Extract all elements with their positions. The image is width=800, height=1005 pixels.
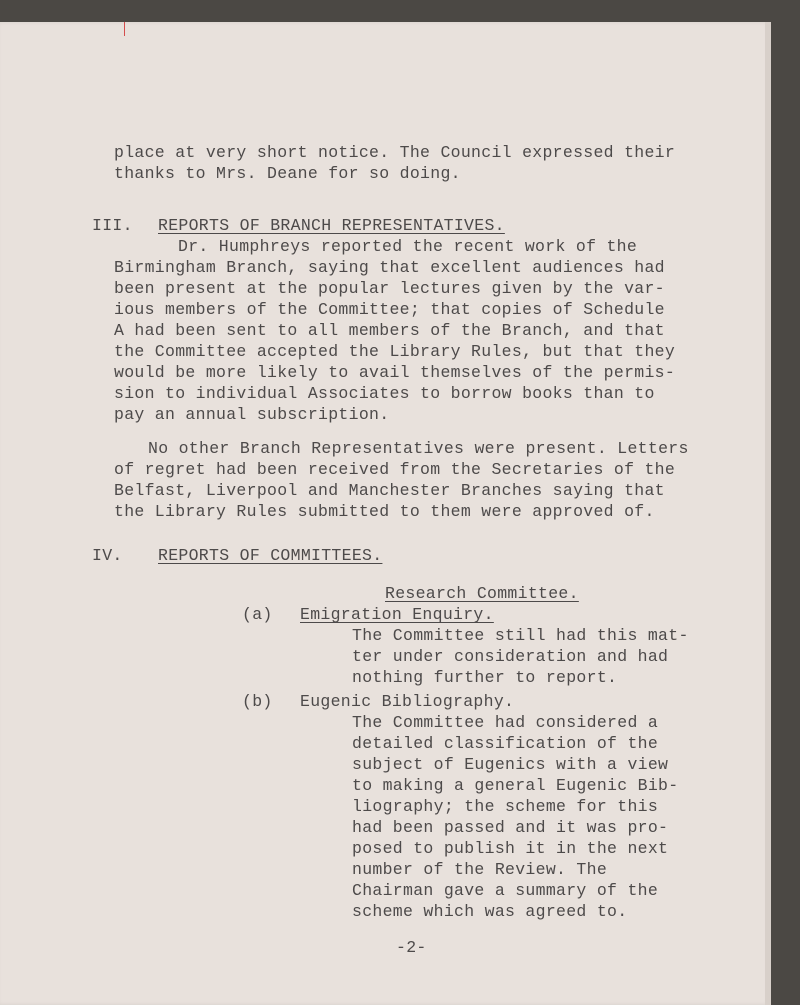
page-edge xyxy=(765,22,771,1005)
section-iii-p1-line: ious members of the Committee; that copies of Schedule xyxy=(114,300,665,319)
item-b-body-line: Chairman gave a summary of the xyxy=(352,881,659,900)
item-b-label: (b) xyxy=(242,692,273,711)
section-iii-p2-line: the Library Rules submitted to them were approved of. xyxy=(114,502,655,521)
item-b-body-line: subject of Eugenics with a view xyxy=(352,755,669,774)
section-iii-p2-line: Belfast, Liverpool and Manchester Branches saying that xyxy=(114,481,665,500)
item-b-body-line: to making a general Eugenic Bib- xyxy=(352,776,679,795)
section-iii-p2-line: No other Branch Representatives were present. Letters xyxy=(148,439,689,458)
section-iii-p1-line: A had been sent to all members of the Branch, and that xyxy=(114,321,665,340)
opening-line-2: thanks to Mrs. Deane for so doing. xyxy=(114,164,461,183)
margin-rule xyxy=(124,22,125,36)
item-a-body-line: ter under consideration and had xyxy=(352,647,669,666)
item-a-title: Emigration Enquiry. xyxy=(300,605,494,624)
section-iii-numeral: III. xyxy=(92,216,133,235)
page-number: -2- xyxy=(396,938,427,957)
item-b-body-line: The Committee had considered a xyxy=(352,713,659,732)
section-iii-p1-line: Birmingham Branch, saying that excellent audiences had xyxy=(114,258,665,277)
item-b-body-line: number of the Review. The xyxy=(352,860,608,879)
section-iv-numeral: IV. xyxy=(92,546,123,565)
opening-line-1: place at very short notice. The Council expressed their xyxy=(114,143,676,162)
research-committee-subheading: Research Committee. xyxy=(385,584,579,603)
item-b-body-line: posed to publish it in the next xyxy=(352,839,669,858)
section-iii-p1-line: pay an annual subscription. xyxy=(114,405,390,424)
item-b-body-line: liography; the scheme for this xyxy=(352,797,659,816)
item-b-body-line: had been passed and it was pro- xyxy=(352,818,669,837)
item-a-body-line: The Committee still had this mat- xyxy=(352,626,689,645)
section-iii-heading: REPORTS OF BRANCH REPRESENTATIVES. xyxy=(158,216,505,235)
section-iii-p1-line: Dr. Humphreys reported the recent work of the xyxy=(178,237,638,256)
item-a-label: (a) xyxy=(242,605,273,624)
section-iii-p2-line: of regret had been received from the Secretaries of the xyxy=(114,460,676,479)
section-iii-p1-line: the Committee accepted the Library Rules, but that they xyxy=(114,342,676,361)
section-iv-heading: REPORTS OF COMMITTEES. xyxy=(158,546,383,565)
item-b-title: Eugenic Bibliography. xyxy=(300,692,515,711)
item-b-body-line: detailed classification of the xyxy=(352,734,659,753)
item-a-body-line: nothing further to report. xyxy=(352,668,618,687)
item-b-body-line: scheme which was agreed to. xyxy=(352,902,628,921)
section-iii-p1-line: been present at the popular lectures given by the var- xyxy=(114,279,665,298)
section-iii-p1-line: sion to individual Associates to borrow books than to xyxy=(114,384,655,403)
section-iii-p1-line: would be more likely to avail themselves of the permis- xyxy=(114,363,676,382)
